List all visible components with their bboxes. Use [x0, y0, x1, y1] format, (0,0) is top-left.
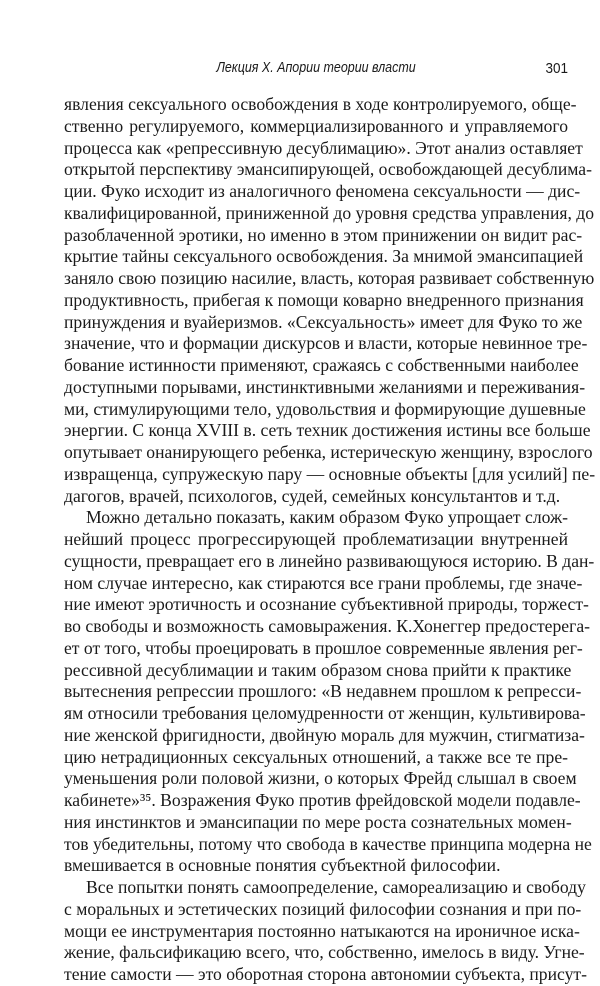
text-line: бование истинности применяют, сражаясь с собственными наиболее [64, 355, 579, 375]
text-line: явления сексуального освобождения в ходе контролируемого, обще- [64, 94, 577, 114]
text-line: жение, фальсификацию всего, что, собственно, имелось в виду. Угне- [64, 942, 585, 963]
text-line: ние имеют эротичность и осознание субъективной природы, торжест- [64, 594, 589, 615]
text-line: ям относили требования целомудренности от женщин, культивирова- [64, 703, 586, 723]
text-line: вытеснения репрессии прошлого: «В недавнем прошлом к репресси- [64, 681, 582, 702]
text-line: ми, стимулирующими тело, удовольствия и формирующие душевные [64, 398, 586, 419]
text-line: заняло свою позицию насилие, власть, которая развивает собственную [64, 268, 595, 288]
text-line: рессивной десублимации и таким образом снова прийти к практике [64, 659, 572, 680]
paragraph [64, 94, 596, 507]
text-line: разоблаченной эротики, но именно в этом принижении он видит рас- [64, 224, 583, 245]
text-line: крытие тайны сексуального освобождения. За мнимой эмансипацией [64, 246, 584, 267]
text-line: вмешивается в основные понятия субъектной философии. [64, 855, 501, 876]
text-line: ния инстинктов и эмансипации по мере роста сознательных момен- [64, 811, 572, 832]
text-line: тов убедительны, потому что свобода в качестве принципа модерна не [64, 833, 592, 854]
page-body [64, 94, 596, 986]
text-line: дагогов, врачей, психологов, судей, семейных консультантов и т.д. [64, 485, 561, 506]
text-line: Все попытки понять самоопределение, самореализацию и свободу [86, 877, 586, 897]
text-line: значение, что и формации дискурсов и власти, которые невинное тре- [64, 333, 588, 354]
text-line: мощи ее инструментария постоянно натыкаются на ироничное иска- [64, 920, 580, 941]
paragraph [64, 877, 587, 986]
text-line: ственно регулируемого, коммерциализированного и управляемого [64, 115, 568, 136]
text-line: ции. Фуко исходит из аналогичного феномена сексуальности — дис- [64, 181, 581, 201]
text-line: извращенца, супружескую пару — основные объекты [для усилий] пе- [64, 463, 596, 484]
text-line: Можно детально показать, каким образом Фуко упрощает слож- [86, 507, 568, 528]
text-line: квалифицированной, приниженной до уровня средства управления, до [64, 202, 594, 223]
text-line: принуждения и вуайеризмов. «Сексуальность» имеет для Фуко то же [64, 311, 583, 332]
text-line: кабинете»³⁵. Возражения Фуко против фрейдовской модели подавле- [64, 790, 581, 810]
text-line: ние женской фригидности, двойную мораль для мужчин, стигматиза- [64, 724, 585, 745]
text-line: ном случае интересно, как стираются все грани проблемы, где значе- [64, 572, 583, 593]
text-line: сущности, превращает его в линейно развивающуюся историю. В дан- [64, 550, 595, 571]
text-line: продуктивность, прибегая к помощи коварно внедренного признания [64, 289, 584, 310]
text-line: ет от того, чтобы проецировать в прошлое современные явления рег- [64, 637, 583, 658]
text-line: процесса как «репрессивную десублимацию». Этот анализ оставляет [64, 137, 583, 158]
text-line: нейший процесс прогрессирующей проблематизации внутренней [64, 529, 568, 549]
text-line: опутывает онанирующего ребенка, истерическую женщину, взрослого [64, 442, 593, 462]
page-number: 301 [545, 60, 568, 77]
text-line: цию нетрадиционных сексуальных отношений, а также все те пре- [64, 746, 568, 767]
text-line: энергии. С конца XVIII в. сеть техник достижения истины все больше [64, 420, 591, 441]
running-title: Лекция X. Апории теории власти [216, 60, 416, 76]
paragraph [64, 507, 595, 877]
text-line: тение самости — это оборотная сторона автономии субъекта, присут- [64, 964, 587, 984]
text-line: открытой перспективу эмансипирующей, освобождающей десублима- [64, 159, 592, 180]
text-line: доступными порывами, инстинктивными желаниями и переживания- [64, 376, 586, 397]
text-line: с моральных и эстетических позиций философии сознания и при по- [64, 898, 582, 919]
text-line: уменьшения роли половой жизни, о которых Фрейд слышал в своем [64, 768, 577, 789]
page-header [64, 60, 568, 82]
text-line: во свободы и возможность самовыражения. К.Хонеггер предостерега- [64, 616, 590, 636]
